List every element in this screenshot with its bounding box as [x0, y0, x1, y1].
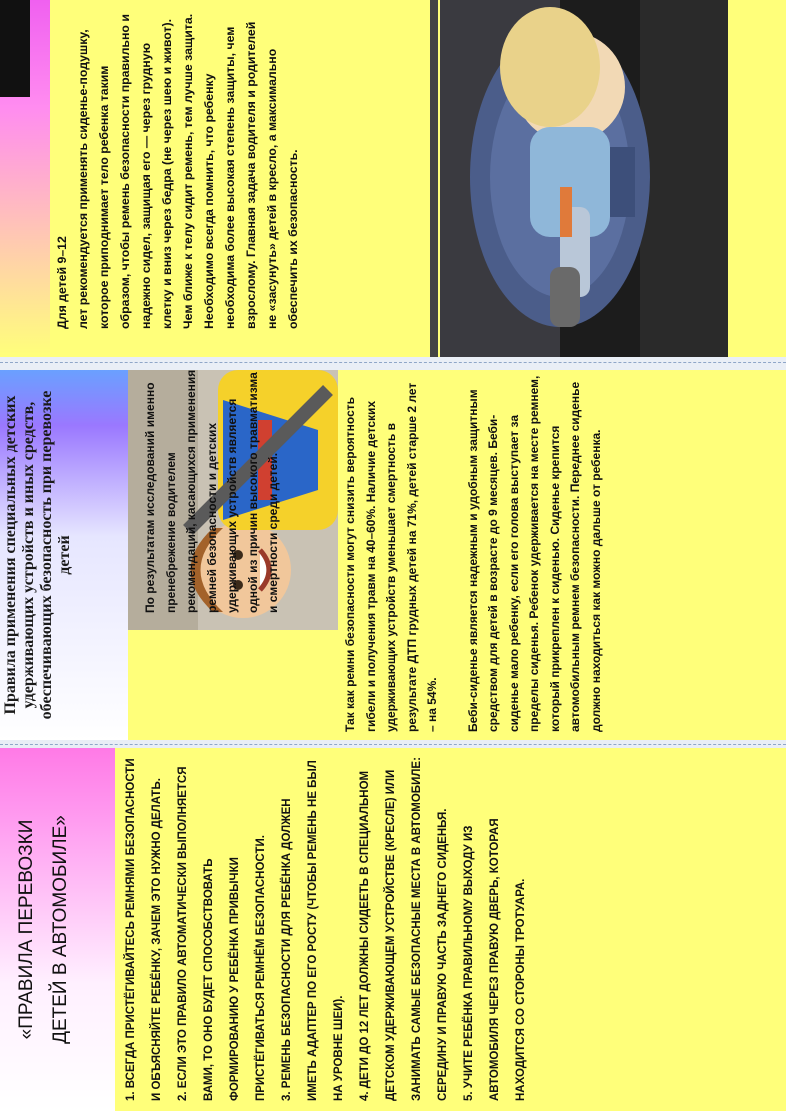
panel-restraint-rules [0, 370, 786, 740]
panel-transport-rules [0, 748, 786, 1111]
panel-children-9-12 [0, 0, 786, 357]
panel-title: Правила применения специальных детских удерживающих устройств и иных средств, обеспечивающих безопасность при перевозке детей [2, 390, 73, 720]
photo-top-edge [430, 0, 438, 357]
panel-header-shadow [0, 0, 30, 97]
research-text: По результатам исследований именно пренебрежение водителем рекомендаций, касающихся применения ремней безопасности и детских удерживающих устройств является одной из причин высокого травматизма и смертности среди детей. [143, 370, 280, 613]
child-in-booster-photo [440, 0, 728, 357]
belt-statistics-paragraph: Так как ремни безопасности могут снизить вероятность гибели и получения травм на 40–60%. Наличие детских удерживающих устройств уменьшает смертность в результате ДТП грудных детей на 71%, детей старше 2 лет – на 54%. [343, 382, 439, 732]
brochure-title [10, 748, 78, 1111]
rule-item: 2. ЕСЛИ ЭТО ПРАВИЛО АВТОМАТИЧЕСКИ ВЫПОЛНЯЕТСЯ ВАМИ, ТО ОНО БУДЕТ СПОСОБСТВОВАТЬ ФОРМИРОВАНИЮ У РЕБЁНКА ПРИВЫЧКИ ПРИСТЁГИВАТЬСЯ РЕМНЁМ БЕЗОПАСНОСТИ. [177, 766, 267, 1101]
rule-item: 3. РЕМЕНЬ БЕЗОПАСНОСТИ ДЛЯ РЕБЁНКА ДОЛЖЕН ИМЕТЬ АДАПТЕР ПО ЕГО РОСТУ (ЧТОБЫ РЕМЕНЬ НЕ БЫЛ НА УРОВНЕ ШЕИ). [281, 760, 345, 1101]
booster-seat-body: лет рекомендуется применять сиденье-подушку, которое приподнимает тело ребенка таким образом, чтобы ремень безопасности правильно и надежно сидел, защищая его — через грудную клетку и вниз через бедра (не через шею и живот). Чем ближе к телу сидит ремень, тем лучше защита. Необходимо всегда помнить, что ребенку необходима более высокая степень защиты, чем взрослому. Главная задача водителя и родителей не «засунуть» детей в кресло, а максимально обеспечить их безопасность. [76, 13, 300, 329]
age-lead: Для детей 9–12 [55, 236, 69, 329]
fold-line-bottom [0, 744, 786, 745]
rules-list [118, 756, 534, 1101]
rule-item: 1. ВСЕГДА ПРИСТЁГИВАЙТЕСЬ РЕМНЯМИ БЕЗОПАСНОСТИ И ОБЪЯСНЯЙТЕ РЕБЁНКУ, ЗАЧЕМ ЭТО НУЖНО ДЕЛАТЬ. [125, 758, 163, 1101]
rule-item: 5. УЧИТЕ РЕБЁНКА ПРАВИЛЬНОМУ ВЫХОДУ ИЗ АВТОМОБИЛЯ ЧЕРЕЗ ПРАВУЮ ДВЕРЬ, КОТОРАЯ НАХОДИТСЯ СО СТОРОНЫ ТРОТУАРА. [463, 818, 527, 1101]
brochure-title-line1: «ПРАВИЛА ПЕРЕВОЗКИ [16, 819, 37, 1040]
fold-line-top [0, 362, 786, 363]
rule-item: 4. ДЕТИ ДО 12 ЛЕТ ДОЛЖНЫ СИДЕЕТЬ В СПЕЦИАЛЬНОМ ДЕТСКОМ УДЕРЖИВАЮЩЕМ УСТРОЙСТВЕ (КРЕСЛЕ) ИЛИ ЗАНИМАТЬ САМЫЕ БЕЗОПАСНЫЕ МЕСТА В АВТОМОБИЛЕ: СЕРЕДИНУ И ПРАВУЮ ЧАСТЬ ЗАДНЕГО СИДЕНЬЯ. [359, 757, 449, 1101]
booster-seat-text [52, 9, 304, 329]
brochure-title-line2: ДЕТЕЙ В АВТОМОБИЛЕ» [50, 815, 71, 1044]
restraint-main-text [340, 374, 626, 732]
baby-seat-paragraph: Беби-сиденье является надежным и удобным защитным средством для детей в возрасте до 9 месяцев. Беби-сиденье мало ребенку, если его голова выступает за пределы сиденья. Ребенок удерживается на месте ремнем, который прикреплен к сиденью. Сиденье крепится автомобильным ремнем безопасности. Переднее сиденье должно находиться как можно дальше от ребенка. [465, 375, 603, 732]
